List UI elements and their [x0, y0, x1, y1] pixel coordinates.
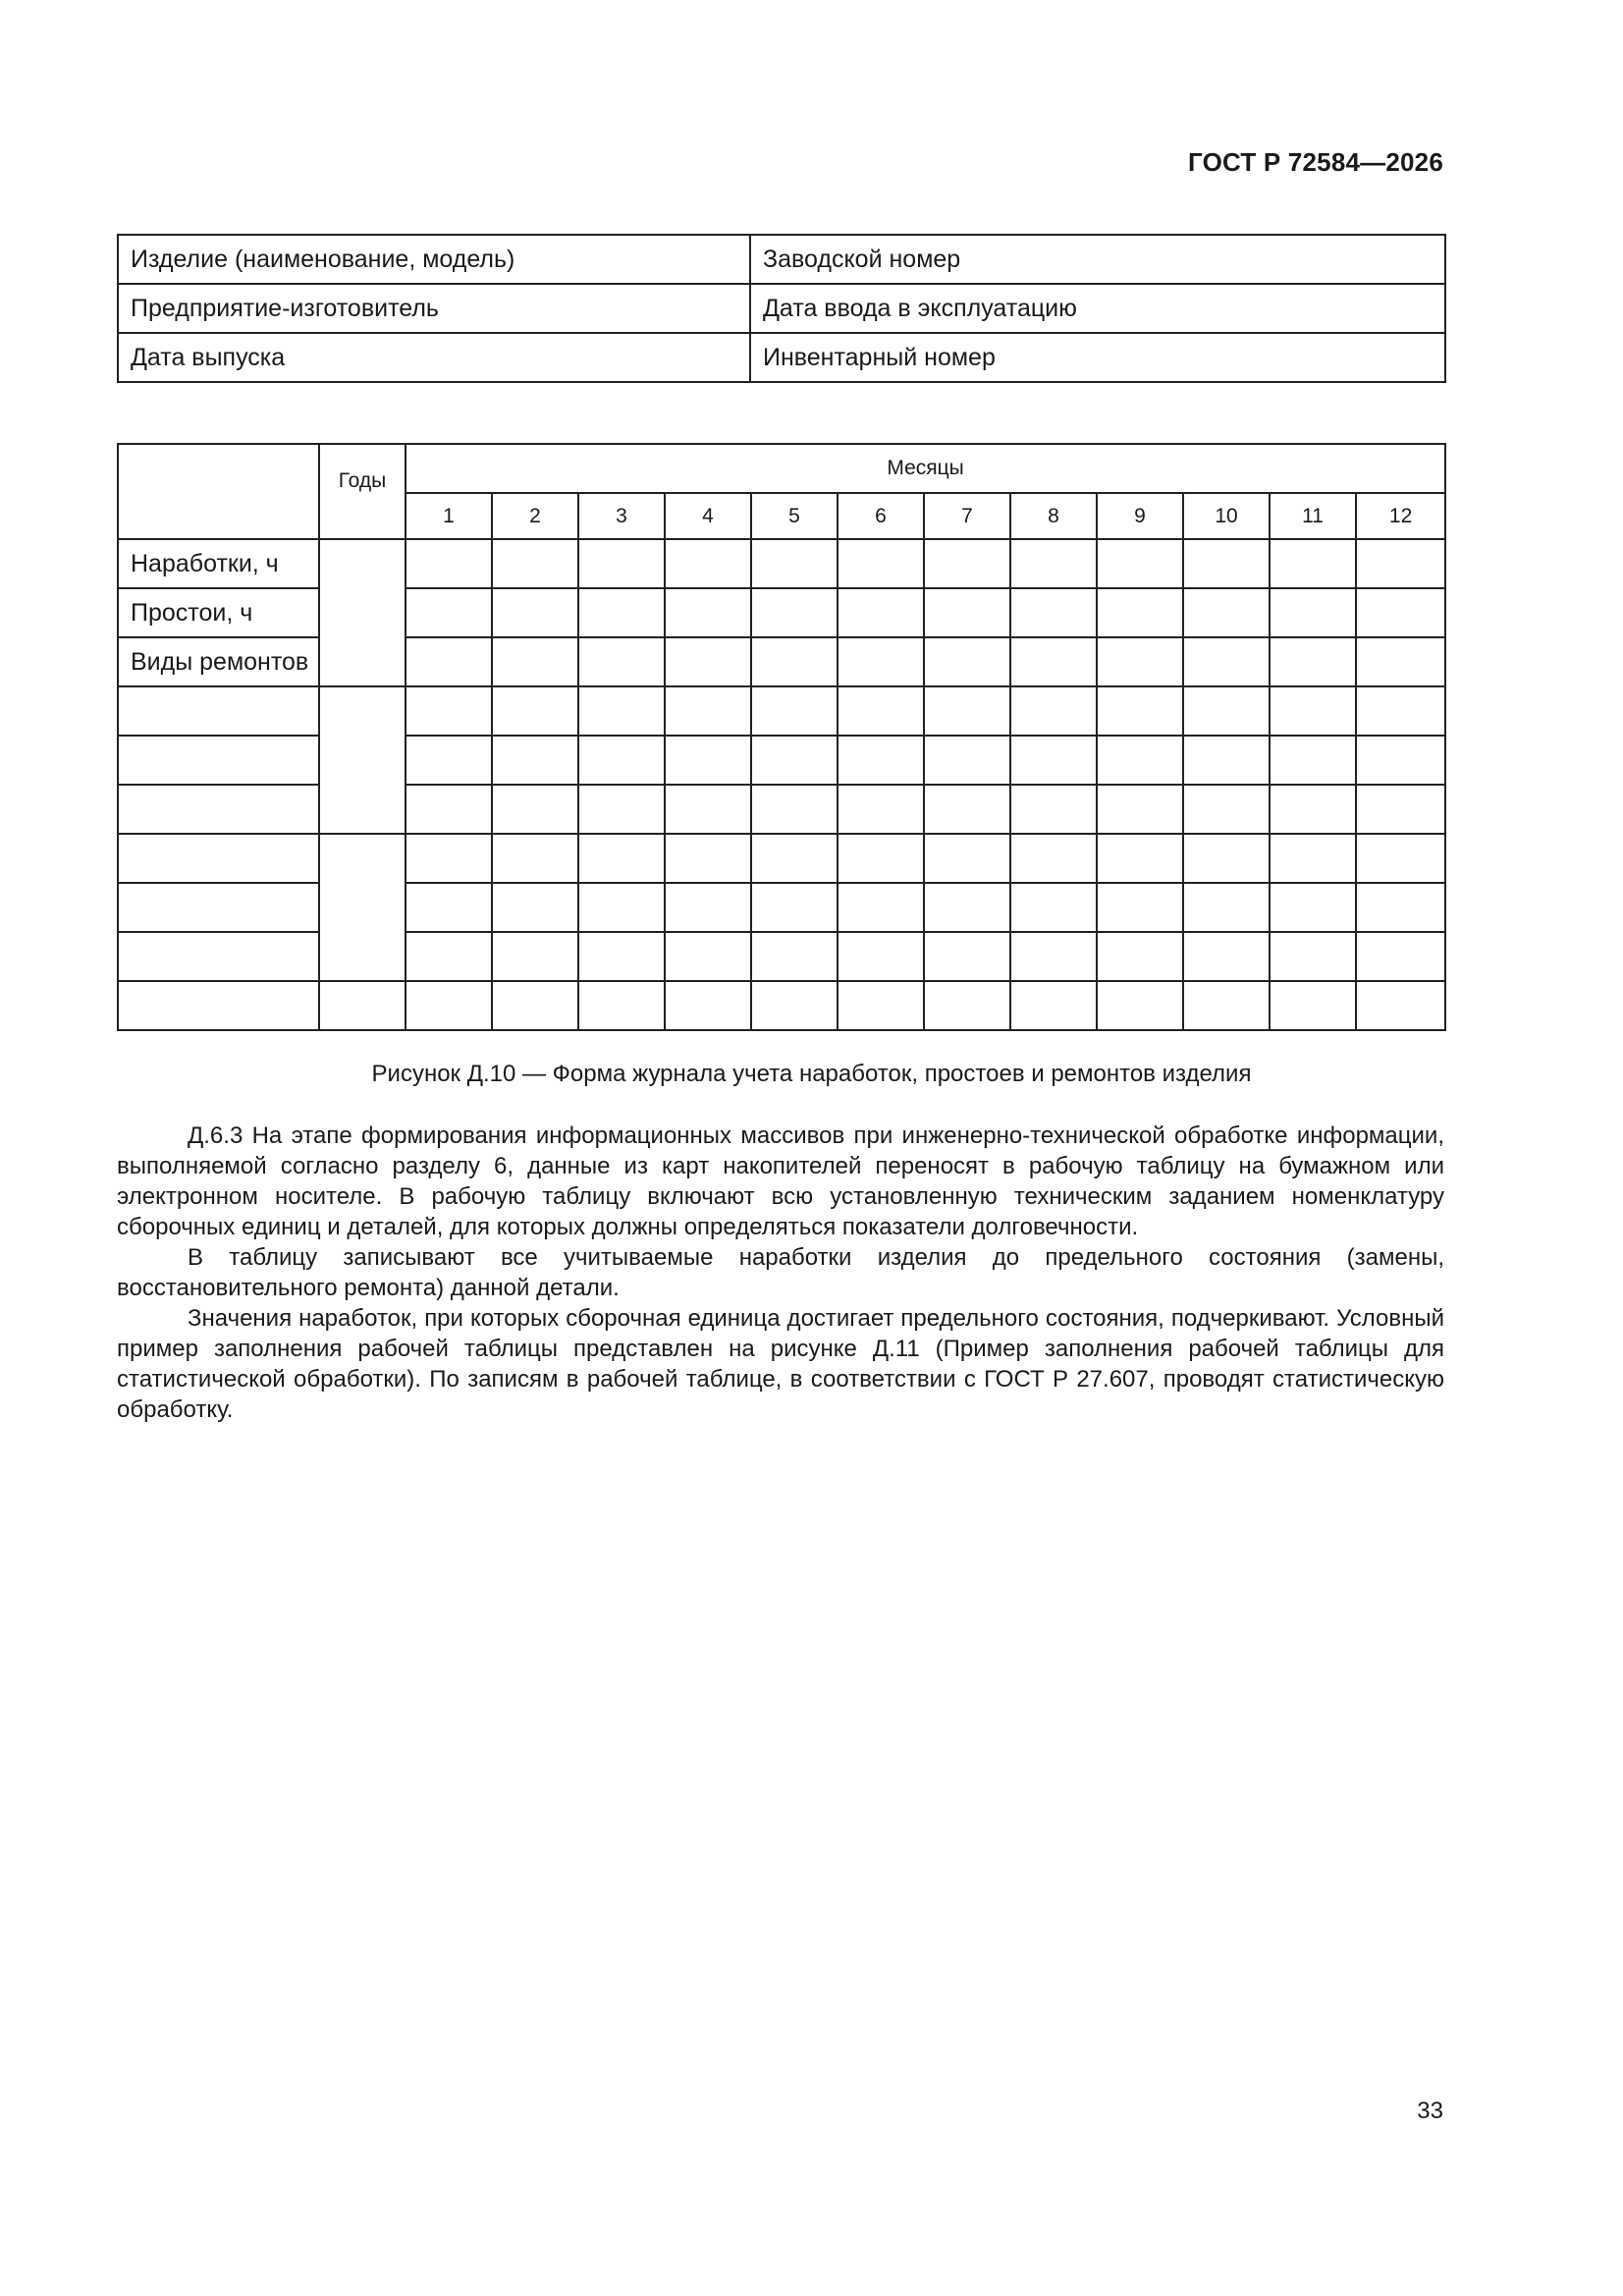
month-value-cell — [578, 637, 665, 686]
month-value-cell — [838, 588, 924, 637]
month-value-cell — [1010, 686, 1097, 736]
table-row — [118, 686, 1445, 736]
inventory-number-label: Инвентарный номер — [750, 333, 1445, 382]
table-row — [118, 883, 1445, 932]
month-value-cell — [751, 686, 838, 736]
month-value-cell — [665, 981, 751, 1030]
month-value-cell — [838, 736, 924, 785]
month-value-cell — [924, 981, 1010, 1030]
row-label: Виды ремонтов — [118, 637, 319, 686]
month-value-cell — [838, 686, 924, 736]
month-value-cell — [406, 588, 492, 637]
month-value-cell — [578, 736, 665, 785]
month-value-cell — [924, 588, 1010, 637]
month-value-cell — [751, 932, 838, 981]
month-value-cell — [406, 785, 492, 834]
month-value-cell — [751, 981, 838, 1030]
month-value-cell — [924, 736, 1010, 785]
month-value-cell — [578, 834, 665, 883]
month-value-cell — [924, 785, 1010, 834]
year-cell — [319, 686, 406, 834]
month-value-cell — [1097, 785, 1183, 834]
month-value-cell — [1010, 539, 1097, 588]
month-value-cell — [1183, 932, 1270, 981]
month-header-4: 4 — [665, 493, 751, 539]
month-value-cell — [1097, 834, 1183, 883]
month-value-cell — [578, 686, 665, 736]
month-value-cell — [406, 736, 492, 785]
manufacturer-label: Предприятие-изготовитель — [118, 284, 750, 333]
month-value-cell — [665, 637, 751, 686]
table-row — [118, 834, 1445, 883]
month-value-cell — [751, 588, 838, 637]
month-value-cell — [924, 686, 1010, 736]
month-value-cell — [1270, 932, 1356, 981]
month-value-cell — [492, 932, 578, 981]
year-cell — [319, 981, 406, 1030]
month-value-cell — [406, 883, 492, 932]
paragraph: Д.6.3 На этапе формирования информационных массивов при инженерно-технической обработке информации, выполняемой согласно разделу 6, данные из карт накопителей переносят в рабочую таблицу на бумажном или электронном носителе. В рабочую таблицу включают всю установленную техническим заданием номенклатуру сборочных единиц и деталей, для которых должны определяться показатели долговечности. — [117, 1122, 1444, 1240]
month-value-cell — [665, 834, 751, 883]
month-value-cell — [1010, 981, 1097, 1030]
row-label: Наработки, ч — [118, 539, 319, 588]
month-value-cell — [838, 932, 924, 981]
months-header: Месяцы — [406, 444, 1445, 493]
month-value-cell — [1270, 736, 1356, 785]
month-value-cell — [1356, 637, 1445, 686]
month-value-cell — [1270, 686, 1356, 736]
month-value-cell — [1356, 834, 1445, 883]
month-value-cell — [1010, 637, 1097, 686]
row-label-cell — [118, 932, 319, 981]
month-value-cell — [1356, 736, 1445, 785]
month-value-cell — [751, 785, 838, 834]
month-value-cell — [492, 981, 578, 1030]
month-value-cell — [665, 588, 751, 637]
month-header-7: 7 — [924, 493, 1010, 539]
month-value-cell — [1270, 539, 1356, 588]
table-row — [118, 539, 1445, 588]
table-row — [118, 588, 1445, 637]
month-value-cell — [1183, 736, 1270, 785]
month-header-8: 8 — [1010, 493, 1097, 539]
month-value-cell — [924, 932, 1010, 981]
month-value-cell — [492, 637, 578, 686]
month-value-cell — [665, 736, 751, 785]
row-label-cell — [118, 785, 319, 834]
month-value-cell — [1097, 883, 1183, 932]
month-value-cell — [492, 539, 578, 588]
month-value-cell — [1356, 539, 1445, 588]
table-row — [118, 333, 1445, 382]
month-value-cell — [1183, 686, 1270, 736]
row-label-cell — [118, 834, 319, 883]
month-value-cell — [1356, 785, 1445, 834]
row-label-header — [118, 444, 319, 539]
month-value-cell — [1356, 883, 1445, 932]
month-value-cell — [838, 981, 924, 1030]
year-cell — [319, 539, 406, 686]
row-label-cell — [118, 883, 319, 932]
month-value-cell — [1356, 686, 1445, 736]
month-header-9: 9 — [1097, 493, 1183, 539]
month-value-cell — [1183, 588, 1270, 637]
table-row — [118, 637, 1445, 686]
table-row — [118, 981, 1445, 1030]
month-value-cell — [1010, 588, 1097, 637]
month-value-cell — [406, 686, 492, 736]
month-value-cell — [1097, 932, 1183, 981]
row-label-cell — [118, 686, 319, 736]
month-value-cell — [578, 588, 665, 637]
month-value-cell — [1183, 883, 1270, 932]
paragraph: В таблицу записывают все учитываемые наработки изделия до предельного состояния (замены, восстановительного ремонта) данной детали. — [117, 1244, 1444, 1301]
month-value-cell — [406, 539, 492, 588]
month-header-11: 11 — [1270, 493, 1356, 539]
month-value-cell — [1270, 834, 1356, 883]
operation-log-table — [117, 443, 1446, 1031]
month-value-cell — [665, 883, 751, 932]
month-value-cell — [924, 834, 1010, 883]
month-value-cell — [406, 981, 492, 1030]
month-value-cell — [406, 637, 492, 686]
month-value-cell — [578, 883, 665, 932]
figure-caption: Рисунок Д.10 — Форма журнала учета наработок, простоев и ремонтов изделия — [371, 1061, 1252, 1087]
month-value-cell — [838, 785, 924, 834]
release-date-label: Дата выпуска — [118, 333, 750, 382]
month-header-6: 6 — [838, 493, 924, 539]
month-value-cell — [1183, 981, 1270, 1030]
month-value-cell — [406, 932, 492, 981]
month-value-cell — [1356, 932, 1445, 981]
month-value-cell — [751, 834, 838, 883]
years-header: Годы — [319, 444, 406, 539]
month-value-cell — [665, 539, 751, 588]
month-value-cell — [1183, 539, 1270, 588]
month-value-cell — [1097, 588, 1183, 637]
commissioning-date-label: Дата ввода в эксплуатацию — [750, 284, 1445, 333]
row-label-cell — [118, 736, 319, 785]
month-value-cell — [1356, 588, 1445, 637]
product-info-table — [117, 234, 1446, 383]
month-value-cell — [492, 883, 578, 932]
month-value-cell — [1097, 981, 1183, 1030]
month-value-cell — [1097, 539, 1183, 588]
month-value-cell — [492, 834, 578, 883]
page-number: 33 — [1417, 2098, 1443, 2124]
table-row — [118, 736, 1445, 785]
row-label-cell — [118, 981, 319, 1030]
table-row — [118, 284, 1445, 333]
month-value-cell — [838, 637, 924, 686]
year-cell — [319, 834, 406, 981]
month-value-cell — [665, 785, 751, 834]
month-value-cell — [665, 932, 751, 981]
month-value-cell — [492, 736, 578, 785]
table-row — [118, 785, 1445, 834]
table-row — [118, 235, 1445, 284]
month-value-cell — [1183, 785, 1270, 834]
product-name-label: Изделие (наименование, модель) — [118, 235, 750, 284]
month-value-cell — [751, 883, 838, 932]
month-header-5: 5 — [751, 493, 838, 539]
month-value-cell — [1183, 637, 1270, 686]
month-value-cell — [406, 834, 492, 883]
month-value-cell — [838, 539, 924, 588]
month-value-cell — [1097, 686, 1183, 736]
month-value-cell — [838, 834, 924, 883]
month-value-cell — [1010, 736, 1097, 785]
month-value-cell — [1097, 736, 1183, 785]
month-value-cell — [1097, 637, 1183, 686]
month-value-cell — [1010, 932, 1097, 981]
month-value-cell — [751, 637, 838, 686]
month-value-cell — [1270, 883, 1356, 932]
month-value-cell — [492, 686, 578, 736]
month-value-cell — [751, 736, 838, 785]
month-value-cell — [578, 981, 665, 1030]
document-id: ГОСТ Р 72584—2026 — [1188, 147, 1443, 177]
month-header-3: 3 — [578, 493, 665, 539]
month-value-cell — [492, 588, 578, 637]
month-header-12: 12 — [1356, 493, 1445, 539]
row-label: Простои, ч — [118, 588, 319, 637]
serial-number-label: Заводской номер — [750, 235, 1445, 284]
table-row — [118, 932, 1445, 981]
month-header-10: 10 — [1183, 493, 1270, 539]
month-value-cell — [1270, 637, 1356, 686]
month-header-1: 1 — [406, 493, 492, 539]
month-value-cell — [578, 785, 665, 834]
month-value-cell — [1010, 883, 1097, 932]
month-value-cell — [751, 539, 838, 588]
month-value-cell — [924, 539, 1010, 588]
month-value-cell — [1270, 785, 1356, 834]
month-header-2: 2 — [492, 493, 578, 539]
month-value-cell — [578, 539, 665, 588]
month-value-cell — [924, 637, 1010, 686]
month-value-cell — [578, 932, 665, 981]
month-value-cell — [1270, 588, 1356, 637]
month-value-cell — [1356, 981, 1445, 1030]
body-text — [117, 1121, 1444, 1425]
month-value-cell — [665, 686, 751, 736]
month-value-cell — [924, 883, 1010, 932]
month-value-cell — [1183, 834, 1270, 883]
paragraph: Значения наработок, при которых сборочная единица достигает предельного состояния, подчеркивают. Условный пример заполнения рабочей таблицы представлен на рисунке Д.11 (Пример заполнения рабочей таблицы для статистической обработки). По записям в рабочей таблице, в соответствии с ГОСТ Р 27.607, проводят статистическую обработку. — [117, 1305, 1444, 1423]
month-value-cell — [838, 883, 924, 932]
month-value-cell — [1010, 834, 1097, 883]
month-value-cell — [1270, 981, 1356, 1030]
month-value-cell — [1010, 785, 1097, 834]
month-value-cell — [492, 785, 578, 834]
